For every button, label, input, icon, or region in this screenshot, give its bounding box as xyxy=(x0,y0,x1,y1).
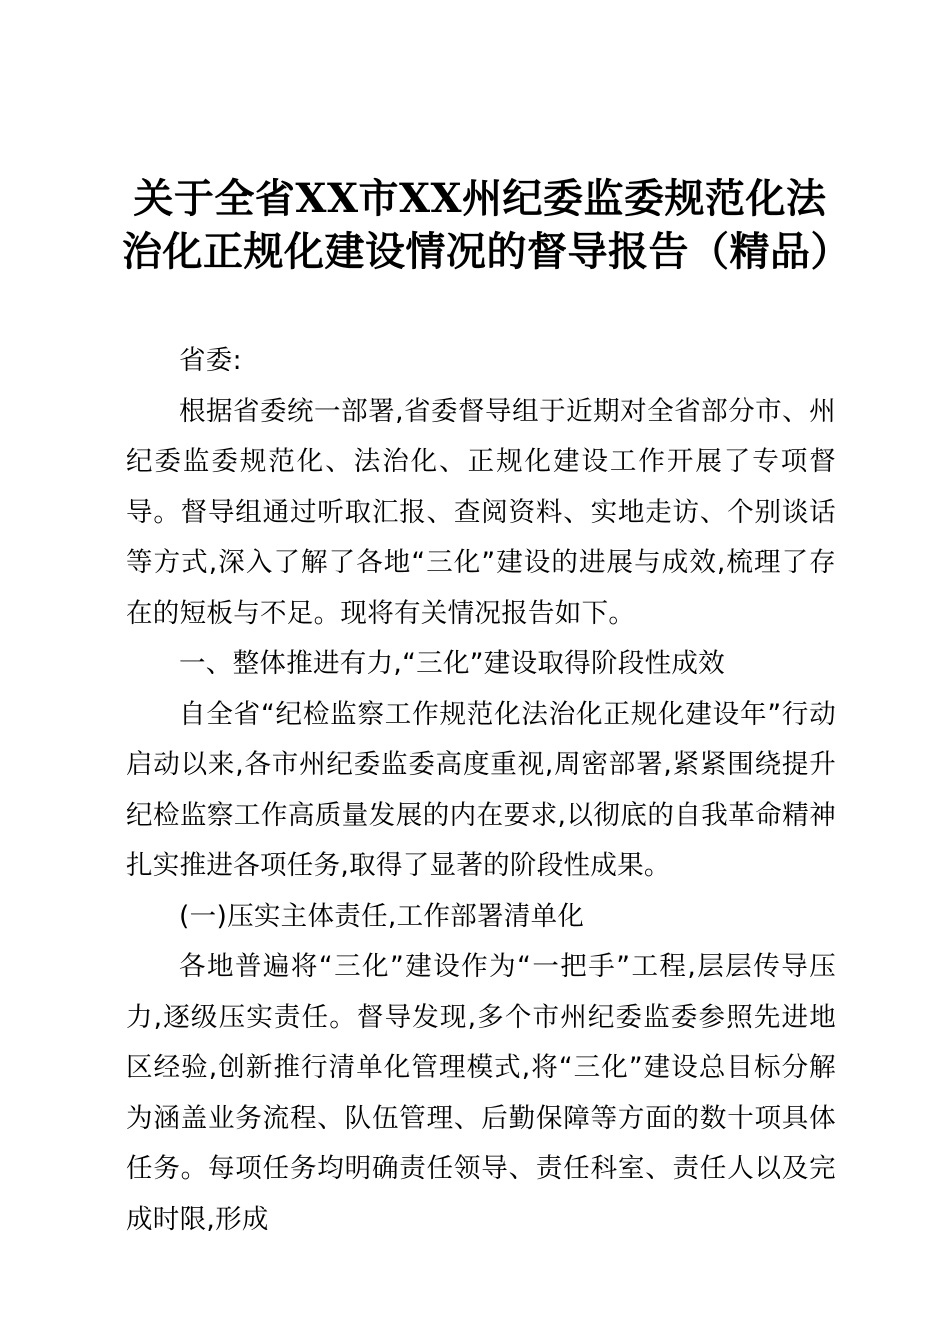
salutation: 省委: xyxy=(179,345,242,376)
subsection-heading-1: (一)压实主体责任,工作部署清单化 xyxy=(179,900,585,932)
paragraph-intro: 根据省委统一部署,省委督导组于近期对全省部分市、州纪委监委规范化、法治化、正规化建设工作开展了专项督导。督导组通过听取汇报、查阅资料、实地走访、个别谈话等方式,深入了解了各地“三化”建设的进展与成效,梳理了存在的短板与不足。现将有关情况报告如下。 xyxy=(126,395,836,629)
document-body xyxy=(126,336,836,1245)
paragraph-subsection-1: 各地普遍将“三化”建设作为“一把手”工程,层层传导压力,逐级压实责任。督导发现,多个市州纪委监委参照先进地区经验,创新推行清单化管理模式,将“三化”建设总目标分解为涵盖业务流程、队伍管理、后勤保障等方面的数十项具体任务。每项任务均明确责任领导、责任科室、责任人以及完成时限,形成 xyxy=(126,951,836,1235)
section-heading-1: 一、整体推进有力,“三化”建设取得阶段性成效 xyxy=(179,648,725,679)
paragraph-section-1: 自全省“纪检监察工作规范化法治化正规化建设年”行动启动以来,各市州纪委监委高度重视,周密部署,紧紧围绕提升纪检监察工作高质量发展的内在要求,以彻底的自我革命精神扎实推进各项任务,取得了显著的阶段性成果。 xyxy=(126,698,836,881)
document-title: 关于全省XX市XX州纪委监委规范化法治化正规化建设情况的督导报告（精品） xyxy=(122,175,851,275)
